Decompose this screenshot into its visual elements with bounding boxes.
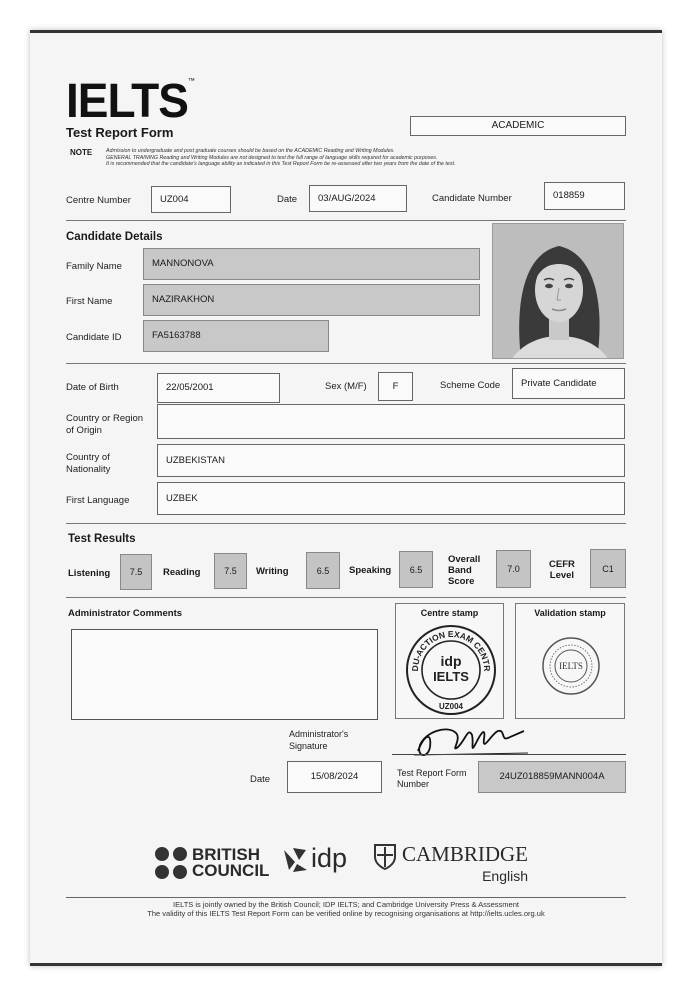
- validation-stamp: [516, 618, 626, 708]
- cambridge-text: CAMBRIDGE: [402, 842, 529, 866]
- speaking-label: Speaking: [349, 565, 392, 576]
- divider: [66, 597, 626, 598]
- reading-label: Reading: [163, 567, 201, 578]
- ielts-logo: IELTS™: [66, 72, 194, 128]
- footer-verification: The validity of this IELTS Test Report Form can be verified online by recognising organisations at http://ielts.ucles.org.uk: [147, 909, 545, 918]
- speaking-score: 6.5: [399, 551, 433, 588]
- cambridge-shield-icon: [373, 843, 397, 871]
- british-council-text-1: BRITISH: [192, 845, 260, 864]
- admin-comments-box: [71, 629, 378, 720]
- footer-ownership: IELTS is jointly owned by the British Council; IDP IELTS; and Cambridge University Press & Assessment: [173, 900, 519, 909]
- divider: [66, 523, 626, 524]
- centre-stamp-brand-ielts: IELTS: [433, 669, 469, 684]
- note-line: Admission to undergraduate and post graduate courses should be based on the ACADEMIC Reading and Writing Modules.: [106, 148, 395, 154]
- divider: [66, 363, 626, 364]
- sex-label: Sex (M/F): [325, 381, 367, 392]
- cambridge-logo: [373, 843, 528, 884]
- family-name-field: MANNONOVA: [143, 248, 480, 280]
- issue-date-field: 15/08/2024: [287, 761, 382, 793]
- writing-label: Writing: [256, 566, 289, 577]
- dob-field: 22/05/2001: [157, 373, 280, 403]
- centre-stamp-box: [395, 603, 504, 719]
- candidate-number-label: Candidate Number: [432, 193, 512, 204]
- family-name-label: Family Name: [66, 261, 122, 272]
- listening-label: Listening: [68, 568, 111, 579]
- footer: [66, 900, 626, 918]
- first-name-label: First Name: [66, 296, 113, 307]
- date-label: Date: [277, 194, 298, 205]
- test-date-field: 03/AUG/2024: [309, 185, 407, 212]
- note-text: [106, 148, 636, 168]
- centre-stamp: [396, 618, 505, 718]
- divider: [66, 897, 626, 898]
- centre-stamp-ring-text: DU-ACTION EXAM CENTR: [409, 628, 493, 672]
- admin-comments-label: Administrator Comments: [68, 608, 183, 619]
- centre-stamp-brand-idp: idp: [440, 653, 462, 669]
- british-council-dots-icon: [153, 845, 189, 881]
- divider: [66, 220, 626, 221]
- portrait-image: [493, 224, 624, 359]
- idp-logo: [281, 843, 347, 874]
- cefr-label: CEFR Level: [549, 559, 575, 581]
- centre-number-label: Centre Number: [66, 195, 131, 206]
- validation-stamp-text: IELTS: [559, 661, 583, 671]
- test-report-form: [30, 30, 662, 966]
- nationality-label: Country of Nationality: [66, 452, 111, 475]
- listening-score: 7.5: [120, 554, 152, 590]
- candidate-number-field: 018859: [544, 182, 625, 210]
- first-name-field: NAZIRAKHON: [143, 284, 480, 316]
- first-language-field: UZBEK: [157, 482, 625, 515]
- validation-stamp-box: [515, 603, 625, 719]
- overall-band-score: 7.0: [496, 550, 531, 588]
- overall-band-label: Overall Band Score: [448, 554, 481, 587]
- centre-number-field: UZ004: [151, 186, 231, 213]
- first-language-label: First Language: [66, 495, 130, 506]
- candidate-id-field: FA5163788: [143, 320, 329, 352]
- british-council-logo: [153, 845, 269, 881]
- candidate-details-heading: Candidate Details: [66, 231, 163, 243]
- british-council-text-2: COUNCIL: [192, 861, 270, 880]
- signature-label: Administrator's Signature: [289, 729, 349, 751]
- cambridge-english-text: English: [482, 868, 529, 884]
- form-title: Test Report Form: [66, 125, 174, 140]
- candidate-id-label: Candidate ID: [66, 332, 122, 343]
- sex-field: F: [378, 372, 413, 401]
- note-line: GENERAL TRAINING Reading and Writing Modules are not designed to test the full range of language skills required for academic purposes.: [106, 154, 438, 161]
- note-label: NOTE: [70, 148, 93, 157]
- module-field: ACADEMIC: [410, 116, 626, 136]
- administrator-signature: [410, 713, 530, 763]
- centre-stamp-label: Centre stamp: [420, 608, 479, 618]
- idp-mark-icon: [281, 844, 309, 874]
- writing-score: 6.5: [306, 552, 340, 589]
- dob-label: Date of Birth: [66, 382, 119, 393]
- nationality-field: UZBEKISTAN: [157, 444, 625, 477]
- reading-score: 7.5: [214, 553, 247, 589]
- validation-stamp-label: Validation stamp: [534, 608, 606, 618]
- cefr-level: C1: [590, 549, 626, 588]
- test-results-heading: Test Results: [68, 533, 136, 545]
- trf-number-label: Test Report Form Number: [397, 768, 467, 789]
- note-line: It is recommended that the candidate's language ability as indicated in this Test Report Form be re-assessed after two years from the date of the test.: [106, 161, 456, 168]
- scheme-code-field: Private Candidate: [512, 368, 625, 399]
- origin-field: [157, 404, 625, 439]
- scheme-code-label: Scheme Code: [440, 380, 501, 391]
- centre-stamp-code: UZ004: [438, 702, 464, 711]
- issue-date-label: Date: [250, 774, 271, 785]
- idp-text: idp: [311, 843, 348, 873]
- trf-number-field: 24UZ018859MANN004A: [478, 761, 626, 793]
- signature-line: [392, 754, 626, 755]
- candidate-photo: [492, 223, 624, 359]
- origin-label: Country or Region of Origin: [66, 413, 144, 436]
